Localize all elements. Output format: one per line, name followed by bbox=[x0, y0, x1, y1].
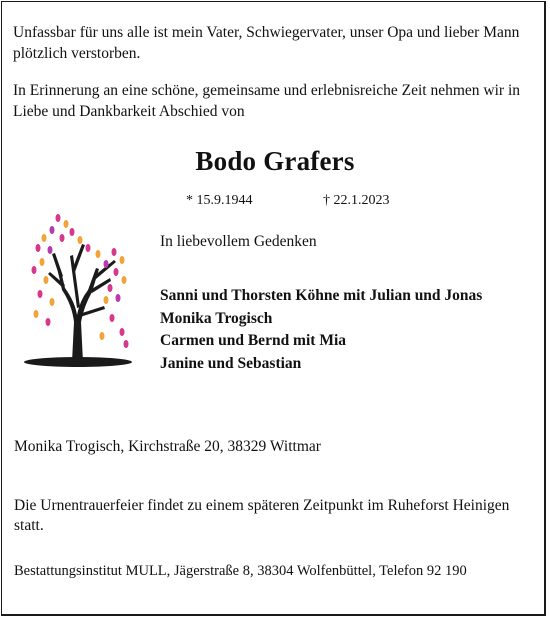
mourner-item: Sanni und Thorsten Köhne mit Julian und Jonas bbox=[160, 287, 483, 304]
death-date: † 22.1.2023 bbox=[323, 193, 390, 208]
ceremony-info: Die Urnentrauerfeier findet zu einem späteren Zeitpunkt im Ruheforst Heinigen statt. bbox=[14, 497, 510, 534]
intro-text: Unfassbar für uns alle ist mein Vater, Schwiegervater, unser Opa und lieber Mann plötzlich verstorben. bbox=[13, 24, 520, 62]
mourners-list bbox=[160, 285, 482, 375]
deceased-name: Bodo Grafers bbox=[195, 146, 355, 176]
memory-line: In liebevollem Gedenken bbox=[160, 233, 317, 250]
remembrance-text: In Erinnerung an eine schöne, gemeinsame und erlebnisreiche Zeit nehmen wir in Liebe und Dankbarkeit Abschied von bbox=[13, 82, 521, 120]
birth-date: * 15.9.1944 bbox=[186, 193, 253, 208]
mourner-item: Janine und Sebastian bbox=[160, 354, 302, 372]
undertaker-info: Bestattungsinstitut MULL, Jägerstraße 8, 38304 Wolfenbüttel, Telefon 92 190 bbox=[14, 563, 467, 579]
tree-icon bbox=[22, 210, 134, 370]
contact-address: Monika Trogisch, Kirchstraße 20, 38329 Wittmar bbox=[14, 438, 321, 455]
mourner-item: Carmen und Bernd mit Mia bbox=[160, 332, 346, 349]
mourner-item: Monika Trogisch bbox=[160, 309, 273, 327]
